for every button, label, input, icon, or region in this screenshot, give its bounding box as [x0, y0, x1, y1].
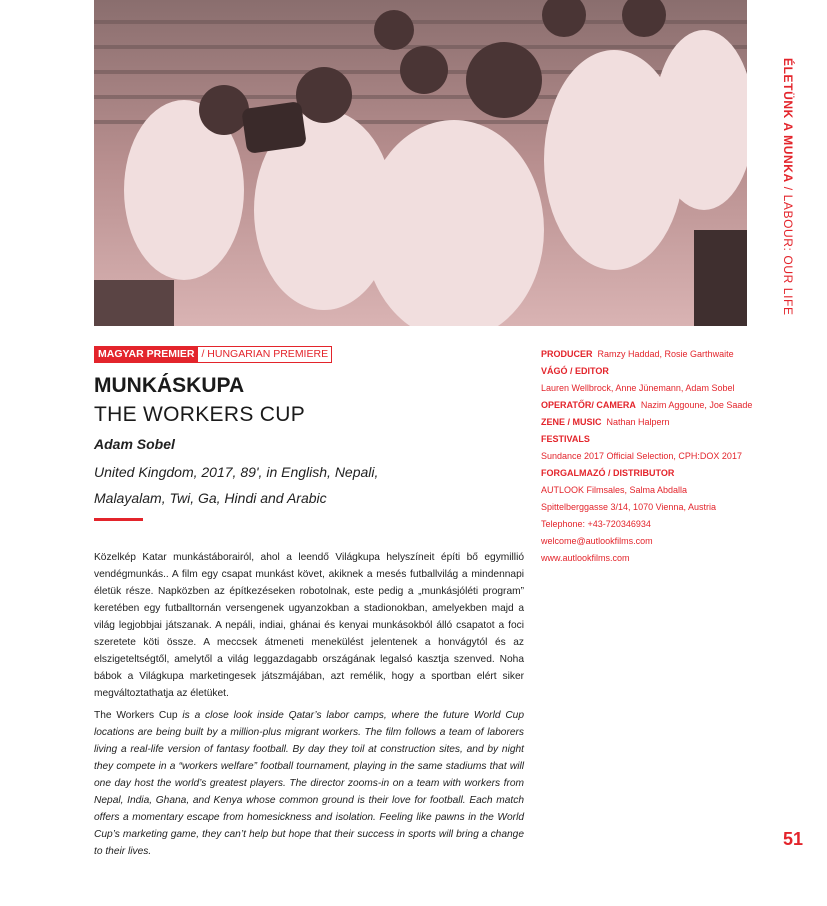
premiere-english: / HUNGARIAN PREMIERE — [198, 347, 331, 362]
page-number: 51 — [783, 829, 804, 849]
credit-editor-label-row — [541, 363, 771, 380]
film-still-photo — [94, 0, 747, 326]
credit-distributor-line: Telephone: +43-720346934 — [541, 519, 651, 529]
section-label-hungarian: ÉLETÜNK A MUNKA — [781, 58, 795, 183]
premiere-badge — [94, 346, 332, 363]
credit-festivals-value-row — [541, 448, 771, 465]
credit-music-value: Nathan Halpern — [606, 417, 670, 427]
credits-block — [541, 346, 771, 567]
section-label-separator: / — [781, 182, 795, 195]
film-title-english: THE WORKERS CUP — [94, 403, 306, 426]
film-meta-line1: United Kingdom, 2017, 89', in English, Nepali, — [94, 464, 379, 480]
divider-rule — [94, 518, 143, 521]
credit-music — [541, 414, 771, 431]
credit-camera-label: OPERATŐR/ CAMERA — [541, 400, 636, 410]
film-title-hungarian: MUNKÁSKUPA — [94, 374, 245, 397]
credit-festivals-value: Sundance 2017 Official Selection, CPH:DOX 2017 — [541, 451, 742, 461]
credit-distributor-email-link[interactable]: welcome@autlookfilms.com — [541, 536, 653, 546]
credit-camera — [541, 397, 771, 414]
credit-producer — [541, 346, 771, 363]
synopsis-english-text: is a close look inside Qatar’s labor camps, where the future World Cup locations are being built by a million-plus migrant workers. The film follows a team of laborers living a real-life version of fantasy football. By day they toil at construction sites, and by night they compete in a “workers welfare” football tournament, playing in the same stadiums that will one day host the world’s greatest players. The director zooms-in on a team with workers from Nepal, India, Ghana, and Kenya whose common ground is their love for football. Each match offers a momentary escape from homesickness and isolation. Feeling like pawns in the World Cup’s marketing game, they can’t help but hope that their success in sports will bring a change to their lives. — [94, 710, 525, 857]
credit-distributor-website-link[interactable]: www.autlookfilms.com — [541, 553, 630, 563]
credit-festivals-label: FESTIVALS — [541, 434, 590, 444]
premiere-hungarian: MAGYAR PREMIER — [95, 347, 198, 362]
film-meta — [94, 459, 424, 511]
credit-distributor-label: FORGALMAZÓ / DISTRIBUTOR — [541, 468, 675, 478]
credit-distributor-line: Spittelberggasse 3/14, 1070 Vienna, Austria — [541, 502, 716, 512]
credit-producer-label: PRODUCER — [541, 349, 593, 359]
synopsis-hungarian: Közelkép Katar munkástáborairól, ahol a leendő Világkupa helyszíneit építi bő egymillió vendégmunkás.. A film egy csapat munkást követ, akiknek a mesés futballvilág a mindennapi életük része. Napközben az építkezéseken robotolnak, este pedig a „munkásjóléti program” keretében egy futballtornán versengenek ugyanzokban a stadionokban, amelyekben majd a világ legjobbjai játszanak. A nepáli, indiai, ghánai és kenyai munkásokból álló csapatot a foci szeretete köti össze. A meccsek átmeneti menekülést jelentenek a honvágytól és az elszigeteltségtől, amelytől a világ leggazdagabb országának legalsó kasztja szenved. Noha bábok a Világkupa marketingesek játszmájában, azt remélik, hogy a sportban elért siker megváltoztathatja az életüket. — [94, 552, 524, 699]
credit-editor-label: VÁGÓ / EDITOR — [541, 366, 609, 376]
film-director: Adam Sobel — [94, 436, 175, 452]
film-meta-line2: Malayalam, Twi, Ga, Hindi and Arabic — [94, 490, 327, 506]
credit-music-label: ZENE / MUSIC — [541, 417, 602, 427]
credit-camera-value: Nazim Aggoune, Joe Saade — [640, 400, 753, 410]
credit-festivals-label-row — [541, 431, 771, 448]
credit-distributor-label-row — [541, 465, 771, 482]
credit-producer-value: Ramzy Haddad, Rosie Garthwaite — [597, 349, 734, 359]
synopsis-english-lead: The Workers Cup — [94, 710, 178, 721]
stadium-crowd-photo-icon — [94, 0, 747, 326]
section-label-english: LABOUR: OUR LIFE — [781, 194, 795, 316]
credit-editor-value: Lauren Wellbrock, Anne Jünemann, Adam Sobel — [541, 383, 735, 393]
synopsis-english — [94, 707, 524, 860]
section-side-label — [779, 58, 799, 318]
credit-distributor-line: AUTLOOK Filmsales, Salma Abdalla — [541, 485, 688, 495]
credit-editor-value-row — [541, 380, 771, 397]
